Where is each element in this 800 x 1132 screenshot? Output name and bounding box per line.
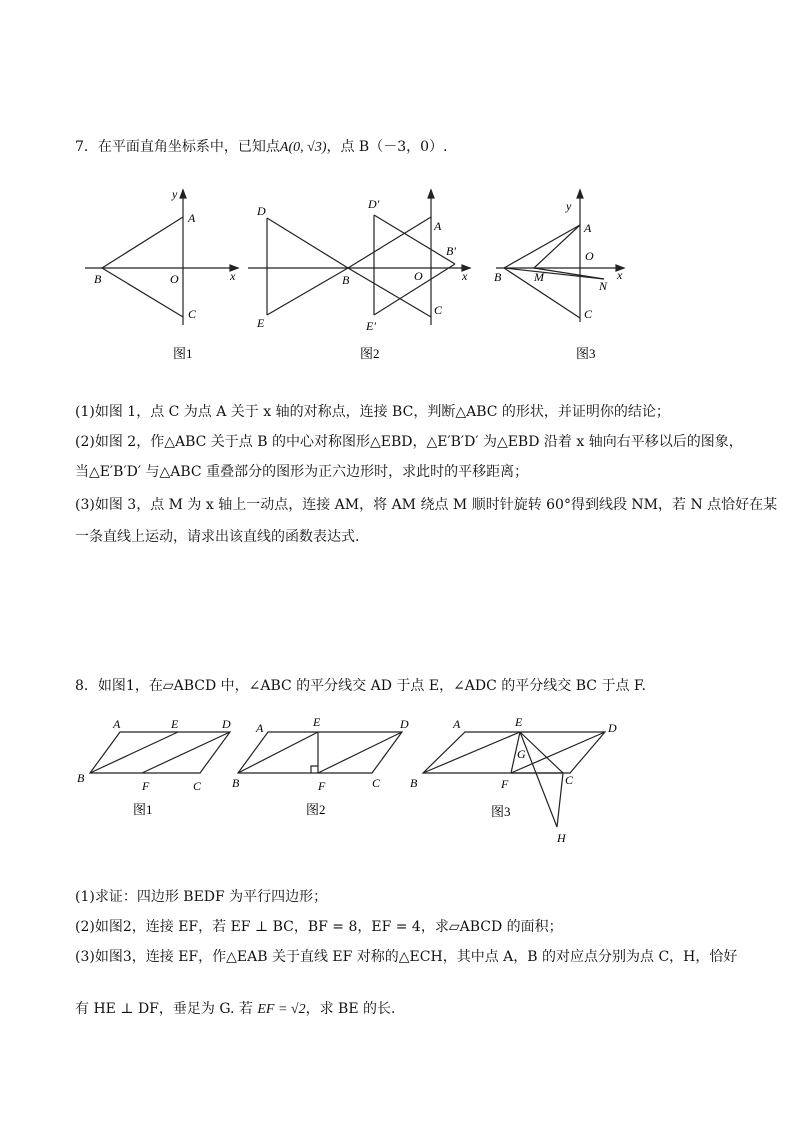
q8-part-3b-prefix: 有 HE ⊥ DF，垂足为 G. 若 xyxy=(75,1001,253,1017)
q7f1-caption: 图1 xyxy=(173,346,193,361)
q7f2-E2: E′ xyxy=(366,319,376,333)
q8-part-2: (2)如图2，连接 EF，若 EF ⊥ BC，BF = 8，EF = 4，求▱ABCD 的面积； xyxy=(75,919,563,935)
q7-point-a: A(0, √3) xyxy=(279,140,327,155)
q8f2-caption: 图2 xyxy=(306,802,326,817)
q8-part-3b-condition: EF = √2 xyxy=(257,1002,306,1017)
q7-figure-2 xyxy=(248,180,478,360)
q7f3-C: C xyxy=(584,307,593,321)
q8f2-B: B xyxy=(232,776,240,790)
q7f2-x: x xyxy=(462,269,468,283)
q7f2-O: O xyxy=(414,269,423,283)
q7-intro: 7．在平面直角坐标系中，已知点 xyxy=(75,139,280,155)
q8f1-E: E xyxy=(171,717,179,731)
q7f1-O: O xyxy=(170,272,179,286)
q7f2-caption: 图2 xyxy=(360,346,380,361)
q8f3-F: F xyxy=(501,777,509,791)
q7f3-y: y xyxy=(566,199,572,213)
q8-part-1: (1)求证：四边形 BEDF 为平行四边形； xyxy=(75,889,328,905)
q7f3-A: A xyxy=(584,221,592,235)
q7-part-2b: 当△E′B′D′ 与△ABC 重叠部分的图形为正六边形时，求此时的平移距离； xyxy=(75,464,529,480)
q7-part-3a: (3)如图 3，点 M 为 x 轴上一动点，连接 AM，将 AM 绕点 M 顺时针旋转 60°得到线段 NM，若 N 点恰好在某 xyxy=(75,497,778,513)
q7f2-B2: B′ xyxy=(446,244,456,258)
q7f2-D2: D′ xyxy=(368,197,380,211)
q7f1-y: y xyxy=(172,187,178,201)
q8-part-3a: (3)如图3，连接 EF，作△EAB 关于直线 EF 对称的△ECH，其中点 A，B 的对应点分别为点 C，H，恰好 xyxy=(75,949,738,965)
q8f1-D: D xyxy=(222,717,231,731)
q8f3-C: C xyxy=(565,773,574,787)
q8f3-D: D xyxy=(608,721,617,735)
q7-part-3b: 一条直线上运动，请求出该直线的函数表达式. xyxy=(75,529,360,545)
q8f3-caption: 图3 xyxy=(491,804,511,819)
q7-part-2a: (2)如图 2，作△ABC 关于点 B 的中心对称图形△EBD，△E′B′D′ 为△EBD 沿着 x 轴向右平移以后的图象， xyxy=(75,434,743,450)
q7f3-x: x xyxy=(617,268,623,282)
q8f1-A: A xyxy=(113,717,121,731)
q8-intro: 8．如图1，在▱ABCD 中，∠ABC 的平分线交 AD 于点 E，∠ADC 的平分线交 BC 于点 F. xyxy=(75,678,646,694)
q8f2-F: F xyxy=(318,779,326,793)
q7f2-A: A xyxy=(434,219,442,233)
q7f1-x: x xyxy=(230,269,236,283)
q7f2-C: C xyxy=(434,303,443,317)
q7f2-B: B xyxy=(342,273,350,287)
q8f3-E: E xyxy=(515,715,523,729)
q8f1-F: F xyxy=(142,779,150,793)
q7-intro-end: ，点 B（－3，0）. xyxy=(326,139,448,155)
q7f3-B: B xyxy=(494,270,502,284)
q8f1-caption: 图1 xyxy=(133,802,153,817)
q7f3-caption: 图3 xyxy=(576,346,596,361)
q7-part-1: (1)如图 1，点 C 为点 A 关于 x 轴的对称点，连接 BC，判断△ABC 的形状，并证明你的结论； xyxy=(75,404,670,420)
q8f3-A: A xyxy=(453,717,461,731)
q7f1-C: C xyxy=(188,307,197,321)
q7f1-B: B xyxy=(94,272,102,286)
q8-figure-1 xyxy=(75,712,235,822)
q7f3-N: N xyxy=(599,279,608,293)
q8-figure-2 xyxy=(232,712,417,822)
q8f1-B: B xyxy=(77,771,85,785)
q8f2-E: E xyxy=(313,715,321,729)
q7f1-A: A xyxy=(188,211,196,225)
q8f3-G: G xyxy=(517,747,526,761)
q7f2-E: E xyxy=(257,316,265,330)
q7f3-O: O xyxy=(585,249,594,263)
q7f2-D: D xyxy=(257,204,266,218)
q8f3-H: H xyxy=(557,831,566,845)
q7-figure-3 xyxy=(492,180,642,360)
q8f2-C: C xyxy=(372,776,381,790)
q7f3-M: M xyxy=(534,270,544,284)
q7-figure-1 xyxy=(80,180,250,360)
q8-figure-3 xyxy=(405,712,620,847)
q8f1-C: C xyxy=(193,779,202,793)
q8-part-3b-suffix: ，求 BE 的长. xyxy=(305,1001,396,1017)
q8f2-A: A xyxy=(256,721,264,735)
q8f2-D: D xyxy=(400,717,409,731)
q8f3-B: B xyxy=(410,776,418,790)
